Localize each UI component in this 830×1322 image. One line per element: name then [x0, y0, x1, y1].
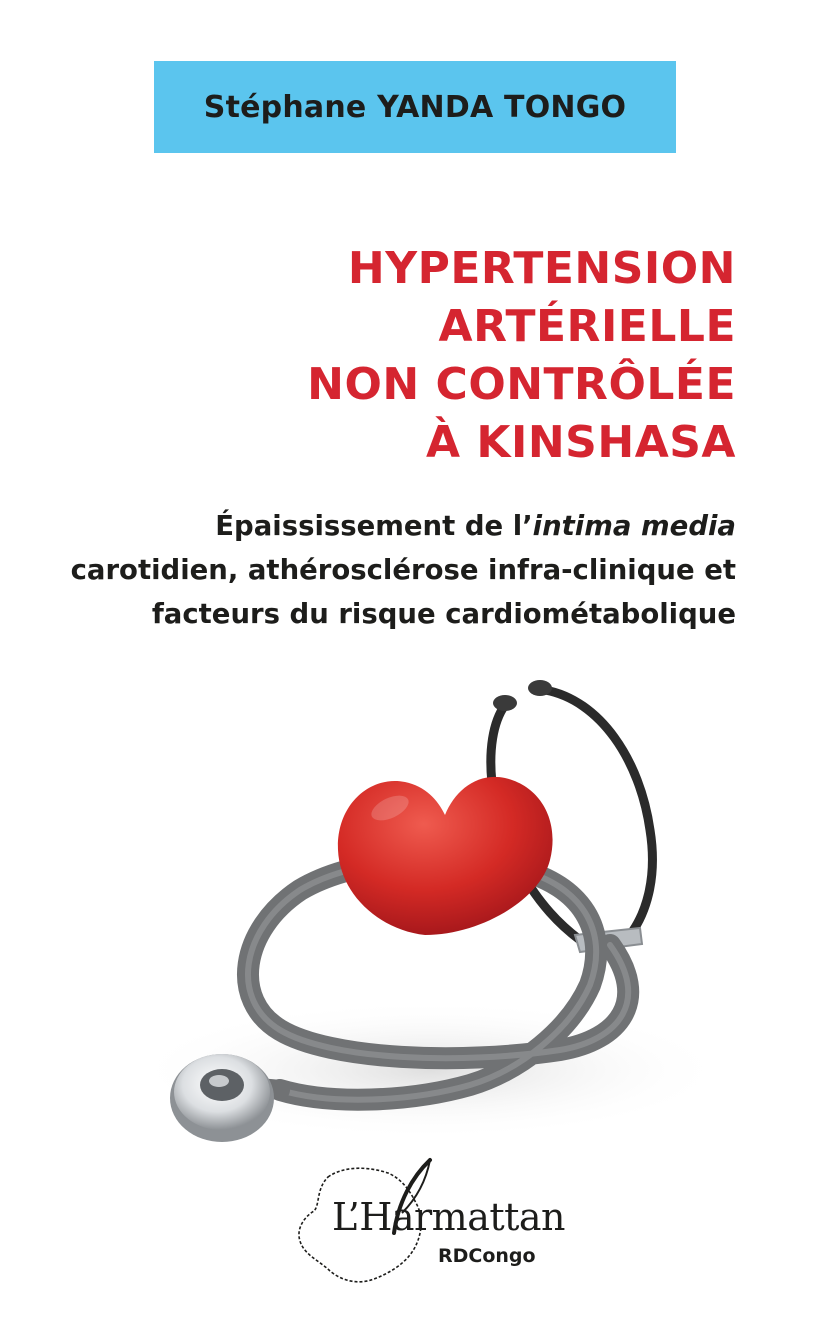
subtitle-italic-term: intima media [532, 510, 736, 542]
cover-illustration [0, 660, 830, 1180]
subtitle-line [36, 504, 736, 548]
title-line: HYPERTENSION [347, 243, 736, 294]
publisher-logo [290, 1155, 566, 1295]
book-subtitle [36, 504, 736, 636]
title-line: À KINSHASA [426, 417, 736, 468]
author-band [154, 61, 676, 153]
publisher-imprint: RDCongo [438, 1245, 536, 1267]
subtitle-line: facteurs du risque cardiométabolique [151, 598, 736, 630]
red-heart-icon [338, 777, 553, 935]
publisher-name: L’Harmattan [332, 1195, 566, 1239]
title-line: NON CONTRÔLÉE [307, 359, 736, 410]
subtitle-line: carotidien, athérosclérose infra-clinique et [70, 554, 736, 586]
subtitle-text: Épaississement de l’ [215, 510, 533, 542]
book-title [96, 240, 736, 472]
title-line: ARTÉRIELLE [438, 301, 736, 352]
author-name: Stéphane YANDA TONGO [203, 89, 627, 125]
